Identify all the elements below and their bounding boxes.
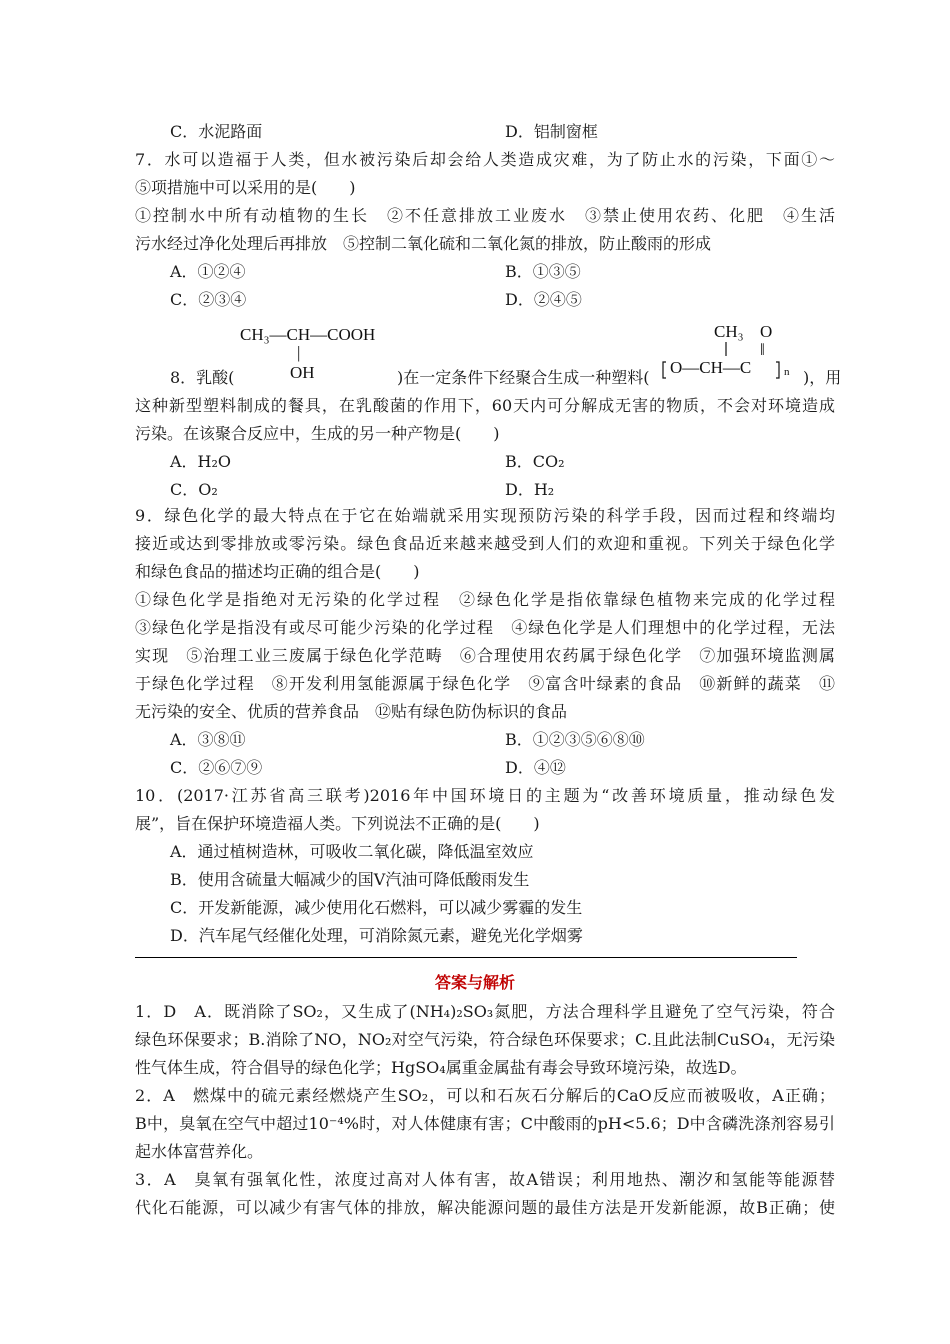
- q8-stem-part-3: )，用: [803, 368, 842, 387]
- lactic-acid-oh-group: OH: [290, 363, 315, 382]
- answer-2-line-3: 起水体富营养化。: [135, 1142, 264, 1161]
- q7-measures-line-2: 污水经过净化处理后再排放 ⑤控制二氧化硫和二氧化氮的排放，防止酸雨的形成: [135, 234, 712, 253]
- polymer-subscript-n: n: [784, 366, 790, 378]
- q9-statement-line-2: ③绿色化学是指没有或尽可能少污染的化学过程 ④绿色化学是人们理想中的化学过程，无法: [135, 618, 835, 637]
- answers-title: 答案与解析: [434, 973, 515, 992]
- q10-option-b: B．使用含硫量大幅减少的国Ⅴ汽油可降低酸雨发生: [170, 870, 530, 889]
- polymer-double-bond: ‖: [760, 340, 765, 359]
- q8-stem-line-3: 污染。在该聚合反应中，生成的另一种产物是( ): [135, 424, 500, 443]
- q9-option-a: A．③⑧⑪: [170, 730, 246, 749]
- q7-option-c: C．②③④: [170, 290, 247, 309]
- polylactic-acid-formula: [662, 322, 812, 382]
- q9-statement-line-5: 无污染的安全、优质的营养食品 ⑫贴有绿色防伪标识的食品: [135, 702, 568, 721]
- q9-statement-line-3: 实现 ⑤治理工业三废属于绿色化学范畴 ⑥合理使用农药属于绿色化学 ⑦加强环境监测属: [135, 646, 835, 665]
- q7-measures-line-1: ①控制水中所有动植物的生长 ②不任意排放工业废水 ③禁止使用农药、化肥 ④生活: [135, 206, 835, 225]
- q10-option-a: A．通过植树造林，可吸收二氧化碳，降低温室效应: [170, 842, 534, 861]
- answer-3-line-2: 代化石能源，可以减少有害气体的排放，解决能源问题的最佳方法是开发新能源，故B正确；使: [135, 1198, 835, 1217]
- answer-1-line-3: 性气体生成，符合倡导的绿色化学；HgSO₄属重金属盐有毒会导致环境污染，故选D。: [135, 1058, 747, 1077]
- q6-option-d: D．铝制窗框: [505, 122, 598, 141]
- q7-option-b: B．①③⑤: [505, 262, 581, 281]
- answer-2-line-1: 2．A 燃煤中的硫元素经燃烧产生SO₂，可以和石灰石分解后的CaO反应而被吸收，A正确；: [135, 1086, 835, 1105]
- q10-stem-line-1: 10．(2017·江苏省高三联考)2016年中国环境日的主题为“改善环境质量，推动绿色发: [135, 786, 835, 805]
- polymer-repeat-chain: O—CH—C: [670, 358, 752, 377]
- q8-stem-part-2: )在一定条件下经聚合生成一种塑料(: [397, 368, 650, 387]
- answer-1-line-2: 绿色环保要求；B.消除了NO，NO₂对空气污染，符合绿色环保要求；C.且此法制CuSO₄，无污染: [135, 1030, 835, 1049]
- q8-option-c: C．O₂: [170, 480, 218, 499]
- answer-3-line-1: 3．A 臭氧有强氧化性，浓度过高对人体有害，故A错误；利用地热、潮汐和氢能等能源替: [135, 1170, 835, 1189]
- q9-option-c: C．②⑥⑦⑨: [170, 758, 263, 777]
- q9-stem-line-1: 9．绿色化学的最大特点在于它在始端就采用实现预防污染的科学手段，因而过程和终端均: [135, 506, 835, 525]
- q7-option-d: D．②④⑤: [505, 290, 582, 309]
- answer-1-line-1: 1．D A．既消除了SO₂，又生成了(NH₄)₂SO₃氮肥，方法合理科学且避免了空气污染，符合: [135, 1002, 835, 1021]
- q6-option-c: C．水泥路面: [170, 122, 263, 141]
- polymer-carbonyl-o: O: [760, 322, 773, 341]
- q9-option-d: D．④⑫: [505, 758, 566, 777]
- q8-stem-line-2: 这种新型塑料制成的餐具，在乳酸菌的作用下，60天内可分解成无害的物质，不会对环境造成: [135, 396, 835, 415]
- q8-option-d: D．H₂: [505, 480, 555, 499]
- q9-statement-line-1: ①绿色化学是指绝对无污染的化学过程 ②绿色化学是指依靠绿色植物来完成的化学过程: [135, 590, 835, 609]
- q10-stem-line-2: 展”，旨在保护环境造福人类。下列说法不正确的是( ): [135, 814, 540, 833]
- q9-stem-line-3: 和绿色食品的描述均正确的组合是( ): [135, 562, 420, 581]
- polymer-ch3-group: CH₃: [714, 322, 744, 341]
- lactic-acid-main-chain: CH₃—CH—COOH: [240, 325, 376, 344]
- q10-option-c: C．开发新能源，减少使用化石燃料，可以减少雾霾的发生: [170, 898, 583, 917]
- q9-stem-line-2: 接近或达到零排放或零污染。绿色食品近来越来越受到人们的欢迎和重视。下列关于绿色化学: [135, 534, 835, 553]
- answer-2-line-2: B中，臭氧在空气中超过10⁻⁴%时，对人体健康有害；C中酸雨的pH<5.6；D中含磷洗涤剂容易引: [135, 1114, 835, 1133]
- q8-stem-part-1: 8．乳酸(: [170, 368, 235, 387]
- q7-stem-line-1: 7．水可以造福于人类，但水被污染后却会给人类造成灾难，为了防止水的污染，下面①～: [135, 150, 835, 169]
- lactic-acid-bond-bar: |: [297, 343, 301, 362]
- section-divider: [135, 957, 797, 958]
- q7-option-a: A．①②④: [170, 262, 246, 281]
- q8-option-b: B．CO₂: [505, 452, 565, 471]
- q8-option-a: A．H₂O: [170, 452, 232, 471]
- polymer-brackets: [662, 322, 812, 382]
- q7-stem-line-2: ⑤项措施中可以采用的是( ): [135, 178, 356, 197]
- q10-option-d: D．汽车尾气经催化处理，可消除氮元素，避免光化学烟雾: [170, 926, 583, 945]
- q9-statement-line-4: 于绿色化学过程 ⑧开发利用氢能源属于绿色化学 ⑨富含叶绿素的食品 ⑩新鲜的蔬菜 ⑪: [135, 674, 835, 693]
- lactic-acid-formula: [240, 325, 400, 385]
- q9-option-b: B．①②③⑤⑥⑧⑩: [505, 730, 645, 749]
